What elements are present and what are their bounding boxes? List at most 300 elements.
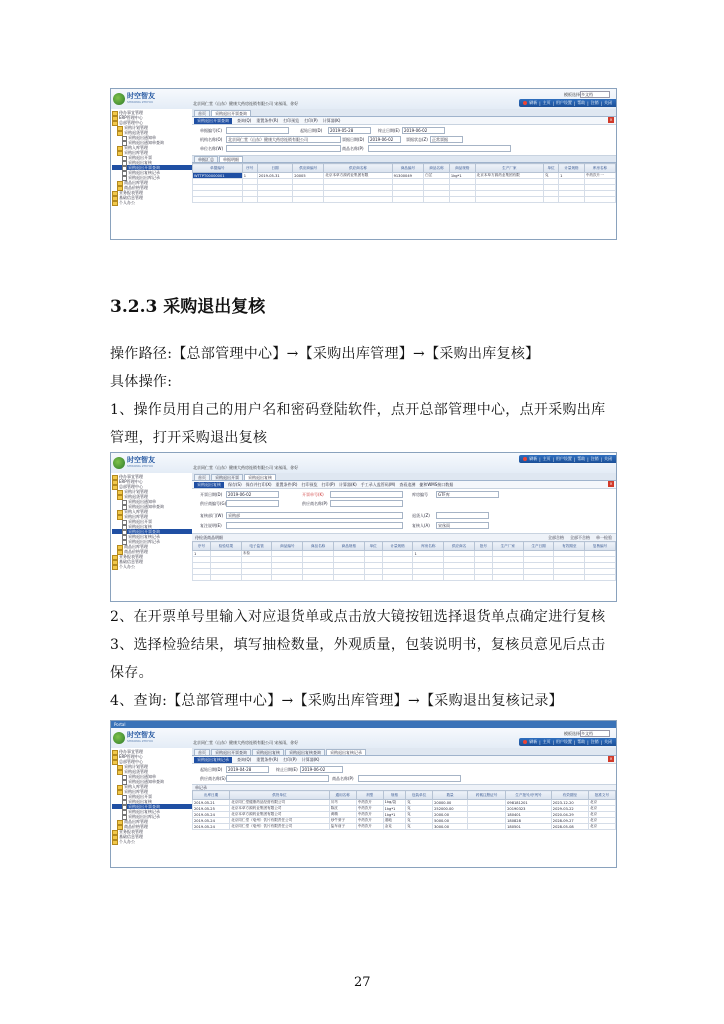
reset-button[interactable]: 重置条件(R) [256,756,279,762]
table-cell: 克 [406,800,433,806]
table-cell: 1kg*1 [449,173,475,179]
column-header[interactable]: 规格 [383,791,405,800]
query-button[interactable]: 查询(Q) [237,117,252,123]
tree-item-label: 采购出库管理 [124,789,148,794]
org-input[interactable]: 北京同仁堂（山东）健康大药房连锁有限公司 [226,136,341,143]
table-cell: 川芎 [329,800,356,806]
end-date-input[interactable]: 2019-06-02 [402,127,445,134]
template-label: 模板选择 [564,92,580,97]
tree-item-label: 采购退出出库记录 [128,175,160,180]
review-dept-label: 复核部门(W) [200,513,224,518]
table-cell: 1 [193,551,211,557]
end-date-label: 终止日期(E) [276,767,298,772]
all-fail-button[interactable]: 全部不合格 [570,534,590,540]
tree-item-label: 采购退货管理 [124,130,148,135]
company-greeting: 北京同仁堂（山东）健康大药房连锁有限公司 宋丝雨，你好 [193,465,299,470]
print-preview-button[interactable]: 打印预览 [301,481,318,487]
toolbar [192,117,616,125]
warehouse-label: 库房编号 [412,492,428,497]
nav-logout[interactable]: 注销 [590,456,599,461]
empty-cell [211,575,242,581]
column-header[interactable]: 商品名称 [303,542,334,551]
logo-name: 时空智友 [127,92,155,100]
nav-close[interactable]: 关闭 [604,456,612,461]
empty-cell [324,197,392,203]
table-cell: 中药饮片一 [584,173,615,179]
tree-item-label: 采购退出复核记录 [128,170,160,175]
folder-icon [112,565,118,570]
logo-sub: SHIKONG ZHIYOU [127,100,154,104]
empty-cell [193,197,243,203]
bill-no-input[interactable] [330,491,403,498]
supplier-input[interactable] [226,775,329,782]
table-cell: 20190323 [506,806,552,812]
single-check-button[interactable]: 单一检验 [596,534,612,540]
screenshot-purchase-return-review [110,452,617,602]
tree-item-label: 基础信息管理 [119,559,143,564]
tab-summary[interactable]: 单据汇总 [194,156,218,162]
column-header[interactable]: 批号 [474,542,492,551]
column-header[interactable]: 剂型 [356,791,383,800]
column-header[interactable]: 包装单位 [406,791,433,800]
step4: 4、查询:【总部管理中心】→【采购出库管理】→【采购退出复核记录】 [110,693,563,709]
table-cell: 北京本草方源药业集团有限 [324,173,392,179]
save-button[interactable]: 保存(S) [228,481,242,487]
toolbar-title: 采购退出开票查询 [194,118,232,124]
step1-line1: 1、操作员用自己的用户名和密码登陆软件，点开总部管理中心，点开采购出库 [110,402,606,418]
toolbar [192,756,616,764]
tab-return-open-query[interactable]: 采购退出开票查询 [211,749,251,755]
supplier-name-label: 供应商名称(P) [302,501,328,506]
tree-item-label: 采购入库管理 [124,145,148,150]
table-cell: 91300049 [392,173,424,179]
tree-item-label: 采购退出通知单 [128,135,156,140]
column-header[interactable]: 有效期至 [551,791,588,800]
column-header[interactable]: 复核编号 [585,542,616,551]
tab-return-review[interactable]: 采购退出复核 [244,474,276,480]
tree-item[interactable] [112,839,192,844]
column-header[interactable]: 商品编号 [392,164,424,173]
open-date-input[interactable]: 2019-06-02 [226,491,279,498]
empty-cell [413,575,444,581]
tree-item-label: 总部管理中心 [119,484,143,489]
supplier-code-label: 供应商编号(G) [200,501,227,506]
table-cell: 北京 [588,812,615,818]
tab-detail[interactable]: 单据明细 [219,156,243,162]
close-icon[interactable]: × [609,756,613,761]
tree-item-label: 采购退出开票 [128,794,152,799]
wms-button[interactable]: 捷和WMS接口数据 [419,481,454,487]
table-cell: 2000.00 [433,812,468,818]
table-cell: 2023-12-20 [551,800,588,806]
column-header[interactable]: 生产厂家 [492,542,523,551]
supplier-name-input[interactable] [330,500,403,507]
close-icon[interactable]: × [609,481,613,486]
nav-user-settings[interactable]: 用户设置 [555,739,572,744]
table-cell: 252000.00 [433,806,468,812]
column-header[interactable]: 库房名称 [584,164,615,173]
toolbar [192,481,616,489]
tree-item-label: 采购退出复核 [128,524,152,529]
logo-mark-icon [113,732,125,744]
table-cell: 中药饮片 [356,806,383,812]
table-cell: 180501 [506,824,552,830]
column-header[interactable]: 供应商编号 [293,164,324,173]
table-cell: 道地 [383,818,405,824]
tree-item-label: 采购退出开票查询 [128,529,160,534]
column-header[interactable]: 数量 [433,791,468,800]
folder-icon [112,201,118,206]
tree-item-label: ERP管理中心 [119,115,143,120]
logo-name: 时空智友 [127,731,155,739]
table-cell: 盐车前子 [329,824,356,830]
table-cell: 北京本草方源药业集团有限 [475,173,543,179]
status-label: 票据状态(Z) [406,137,428,142]
company-greeting: 北京同仁堂（山东）健康大药房连锁有限公司 宋丝雨，你好 [193,740,299,745]
table-cell: 2028-05-08 [551,824,588,830]
table-cell: 北京本草方源药业集团有限公司 [230,812,330,818]
table-cell: 中药饮片 [356,824,383,830]
empty-cell [392,197,424,203]
tree-item-label: 个人办公 [119,839,135,844]
column-header[interactable]: 供应商名 [444,542,475,551]
tree-item-label: 采购退货管理 [124,494,148,499]
logo-mark-icon [113,93,125,105]
all-pass-button[interactable]: 全部合格 [548,534,564,540]
table-cell: 北京 [588,818,615,824]
tree-item-label: 商品出库管理 [124,544,148,549]
bill-no-label: 单据编号(C) [200,128,222,133]
operation-path: 操作路径:【总部管理中心】→【采购出库管理】→【采购出库复核】 [110,346,540,362]
table-cell: 中药饮片 [356,818,383,824]
table-cell: 克 [406,824,433,830]
table-cell: 2019-05-24 [193,818,230,824]
column-header[interactable]: 计量规格 [382,542,413,551]
table-cell: 未检 [241,551,272,557]
table-cell: 黄精 [329,812,356,818]
top-nav: 刷新 | 主页 | 用户设置 | 帮助 | 注销 | 关闭 [519,99,616,107]
start-date-input[interactable]: 2019-04-28 [226,766,269,773]
table-cell: 克 [544,173,559,179]
sub-label: 单记录 [192,785,616,790]
table-cell: 5000.00 [433,818,468,824]
nav-logout[interactable]: 注销 [590,100,599,105]
app-header [111,89,616,109]
column-header[interactable]: 供货单位 [230,791,330,800]
window-titlebar [111,721,616,728]
end-date-input[interactable]: 2019-06-02 [300,766,343,773]
tree-item-label: 采购退出出库记录 [128,539,160,544]
table-cell: 中药饮片 [356,800,383,806]
tree-item[interactable] [112,564,192,569]
logo-sub: SHIKONG ZHIYOU [127,464,154,468]
tree-item-label: 采购退出开票 [128,155,152,160]
logo [113,455,175,471]
start-date-label: 起始日期(D) [200,767,223,772]
table-cell: 1kg/袋 [383,800,405,806]
tree-item-label: 待办事宜管理 [119,110,143,115]
tree-item-label: 商品出库管理 [124,819,148,824]
column-header[interactable]: 单位 [544,164,559,173]
print-preview-button[interactable]: 打印预览 [283,117,300,123]
manual-code-button[interactable]: 手工录入监管码(M) [360,481,396,487]
table-cell: 2019-05-24 [193,812,230,818]
column-header[interactable]: 有效期至 [554,542,585,551]
tab-home[interactable]: 首页 [194,474,210,480]
column-header[interactable]: 单据编号 [193,164,243,173]
column-header[interactable]: 日期 [257,164,292,173]
empty-cell [554,575,585,581]
tree-item-label: 总部管理中心 [119,759,143,764]
app-header [111,453,616,473]
table-cell: 克 [406,806,433,812]
empty-cell [492,575,523,581]
main-panel [192,473,616,601]
page-number: 27 [354,975,371,990]
tree-item-label: 个人办公 [119,564,135,569]
trace-button[interactable]: 查看追溯 [399,481,416,487]
column-header[interactable]: 单位 [364,542,382,551]
table-cell: 1 [413,551,444,557]
step3-line2: 保存。 [110,665,153,681]
empty-cell [584,197,615,203]
reviewer-input[interactable]: 宋丝雨 [436,522,489,529]
contact-input[interactable] [436,512,489,519]
table-cell: 180401 [506,812,552,818]
alert-icon [523,457,527,461]
empty-row [193,575,616,581]
nav-user-settings[interactable]: 用户设置 [555,100,572,105]
tab-return-review[interactable]: 采购退出复核 [252,749,284,755]
supplier-code-input[interactable] [226,500,279,507]
table-cell: 陈皮 [329,806,356,812]
nav-refresh[interactable]: 刷新 [529,456,538,461]
column-header[interactable]: 商品规格 [449,164,475,173]
column-header[interactable]: 生产厂家 [475,164,543,173]
column-header[interactable]: 生产批号/序列号 [506,791,552,800]
empty-cell [424,197,450,203]
supplier-label: 供应商名称(S) [200,776,226,781]
records-form [192,764,616,785]
tab-strip [192,109,616,117]
tab-return-review-records[interactable]: 采购退出复核记录 [326,749,366,755]
start-date-input[interactable]: 2019-05-28 [328,127,371,134]
step1-line2: 管理，打开采购退出复核 [110,430,268,446]
print-button[interactable]: 打印(P) [321,481,335,487]
list-bar [192,534,616,541]
calculator-button[interactable]: 计算器(K) [339,481,357,487]
tree-item-label: 基础信息管理 [119,834,143,839]
remark-input[interactable] [226,522,403,529]
tree-item-label: 业务报表管理 [119,190,143,195]
table-cell: WTTPT00000001 [193,173,243,179]
column-header[interactable]: 通用名称 [329,791,356,800]
column-header[interactable]: 检验结果 [211,542,242,551]
tree-item-label: 个人办公 [119,200,135,205]
column-header[interactable]: 序号 [242,164,257,173]
nav-home[interactable]: 主页 [542,739,551,744]
logo-mark-icon [113,457,125,469]
column-header[interactable]: 商品规格 [333,542,364,551]
table-cell: 180828 [506,818,552,824]
print-button[interactable]: 打印(P) [283,756,297,762]
table-cell: 2019-05-21 [193,800,230,806]
nav-help[interactable]: 帮助 [577,456,586,461]
unit-input[interactable] [226,145,341,152]
empty-cell [559,197,585,203]
table-cell: 克 [406,812,433,818]
folder-icon [112,840,118,845]
tree-item-label: 基础信息管理 [119,195,143,200]
tree-item-label: 采购计划管理 [124,125,148,130]
reset-button[interactable]: 重置条件(R) [275,481,298,487]
bill-no-input[interactable] [226,127,289,134]
table-cell: 克 [406,818,433,824]
column-header[interactable]: 商品编号 [272,542,303,551]
tab-strip [192,473,616,481]
table-cell: 2020-04-29 [551,812,588,818]
empty-cell [242,197,257,203]
status-select[interactable]: 正常票据 [430,136,463,143]
table-cell: 白芷 [424,173,450,179]
logo [113,730,175,746]
tree-item-label: 采购入库管理 [124,509,148,514]
table-cell: 1 [559,173,585,179]
nav-tree [111,109,194,239]
table-cell: 2028-09-27 [551,818,588,824]
nav-refresh[interactable]: 刷新 [529,739,538,744]
date-input[interactable]: 2019-06-02 [368,136,401,143]
calculator-button[interactable]: 计算器(K) [322,117,341,123]
calculator-button[interactable]: 计算器(K) [301,756,320,762]
table-cell: 1kg*1 [383,812,405,818]
tree-item-label: 总部管理中心 [119,120,143,125]
empty-cell [272,575,303,581]
tree-item-label: 采购入库管理 [124,784,148,789]
review-dept-input[interactable]: 采购部 [226,512,403,519]
column-header[interactable]: 批准文号 [588,791,615,800]
warehouse-input[interactable]: GTF库 [436,491,499,498]
table-cell: 098181201 [506,800,552,806]
start-date-label: 起始日期(D) [300,128,323,133]
column-header[interactable]: 计量规格 [559,164,585,173]
save-print-button[interactable]: 保存并打印(X) [245,481,272,487]
table-cell [467,824,505,830]
empty-cell [382,575,413,581]
tree-item-label: 采购退出通知单查询 [128,779,164,784]
nav-home[interactable]: 主页 [542,456,551,461]
empty-cell [474,575,492,581]
tab-return-open[interactable]: 采购退出开票 [211,474,243,480]
table-row[interactable] [193,824,616,830]
nav-close[interactable]: 关闭 [604,100,612,105]
tree-item-label: 待办事宜管理 [119,474,143,479]
company-greeting: 北京同仁堂（山东）健康大药房连锁有限公司 宋丝雨，你好 [193,101,299,106]
table-cell: 20000.00 [433,800,468,806]
records-table [192,790,616,830]
result-table [192,163,616,203]
template-select[interactable]: 多文档 [580,91,610,98]
table-cell: 2019-05-25 [193,806,230,812]
empty-cell [364,575,382,581]
nav-close[interactable]: 关闭 [604,739,612,744]
column-header[interactable]: 电子监管 [241,542,272,551]
tab-return-review-query[interactable]: 采购退出复核查询 [285,749,325,755]
empty-cell [544,197,559,203]
column-header[interactable]: 库房名称 [413,542,444,551]
main-panel [192,748,616,867]
tab-home[interactable]: 首页 [194,110,210,116]
nav-tree [111,473,194,601]
tree-item-label: 待办事宜管理 [119,749,143,754]
tree-item-label: ERP管理中心 [119,479,143,484]
column-header[interactable]: 商品名称 [424,164,450,173]
step3-line1: 3、选择检验结果，填写抽检数量，外观质量，包装说明书，复核员意见后点击 [110,637,606,653]
tree-item-label: 商品出库管理 [124,180,148,185]
empty-cell [257,197,292,203]
nav-tree [111,748,194,867]
alert-icon [523,101,527,105]
column-header[interactable]: 序号 [193,542,211,551]
nav-logout[interactable]: 注销 [590,739,599,744]
nav-help[interactable]: 帮助 [577,739,586,744]
tree-item-label: ERP管理中心 [119,754,143,759]
sub-tabs [192,156,616,163]
table-cell: 炒牛蒡子 [329,818,356,824]
table-cell: 北京 [588,800,615,806]
nav-help[interactable]: 帮助 [577,100,586,105]
print-button[interactable]: 打印(P) [304,117,318,123]
tree-item-label: 采购退出复核记录 [128,534,160,539]
tab-home[interactable]: 首页 [194,749,210,755]
close-icon[interactable]: × [609,117,613,122]
template-select[interactable]: 多文档 [580,730,610,737]
goods-input[interactable] [368,145,511,152]
table-cell: 3000.00 [433,824,468,830]
column-header[interactable]: 药械注册证号 [467,791,505,800]
tree-item-label: 业务报表管理 [119,829,143,834]
nav-refresh[interactable]: 刷新 [529,100,538,105]
tree-item-label: 采购退出通知单查询 [128,140,164,145]
tree-item[interactable] [112,200,192,205]
empty-cell [293,197,324,203]
column-header[interactable]: 出库日期 [193,791,230,800]
tree-item-label: 采购退出复核记录 [128,809,160,814]
nav-user-settings[interactable]: 用户设置 [555,456,572,461]
table-cell: 1 [242,173,257,179]
tree-item-label: 采购退出开票查询 [128,165,160,170]
alert-icon [523,740,527,744]
tree-item-label: 采购出库管理 [124,514,148,519]
nav-home[interactable]: 主页 [542,100,551,105]
tab-strip [192,748,616,756]
toolbar-title: 采购退出复核 [194,482,224,488]
reset-button[interactable]: 重置条件(R) [256,117,279,123]
tree-item-label: 采购退出通知单查询 [128,504,164,509]
table-cell: 1kg*1 [383,806,405,812]
app-header [111,728,616,748]
goods-input[interactable] [358,775,461,782]
column-header[interactable]: 生产日期 [523,542,554,551]
column-header[interactable]: 供应商名称 [324,164,392,173]
tree-item-label: 采购退出开票查询 [128,804,160,809]
empty-cell [475,197,543,203]
tree-item-label: 采购退货管理 [124,769,148,774]
query-button[interactable]: 查询(Q) [237,756,252,762]
tab-query[interactable]: 采购退出开票查询 [211,110,251,116]
screenshot-purchase-return-query [110,88,617,240]
tree-item-label: 采购计划管理 [124,489,148,494]
